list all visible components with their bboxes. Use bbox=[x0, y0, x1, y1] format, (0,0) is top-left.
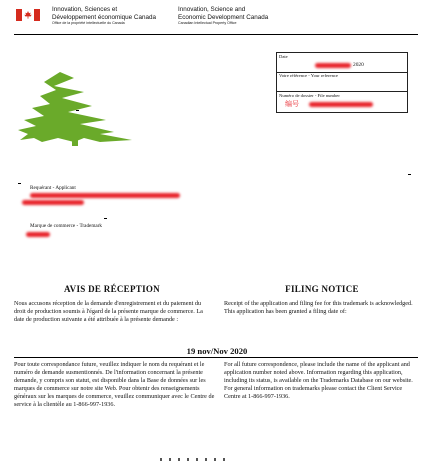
filing-date: 19 nov/Nov 2020 bbox=[186, 346, 248, 356]
en-title: FILING NOTICE bbox=[285, 284, 359, 294]
bottom-marks bbox=[160, 458, 232, 461]
header-fr-line2: Développement économique Canada bbox=[52, 13, 156, 21]
trademark-label: Marque de commerce - Trademark bbox=[30, 223, 103, 229]
header-en-line1: Innovation, Science and bbox=[178, 6, 246, 13]
canada-flag-icon bbox=[16, 8, 40, 20]
header-en-line2: Economic Development Canada bbox=[178, 13, 269, 21]
header-en-office: Canadian Intellectual Property Office bbox=[178, 21, 237, 26]
en-correspondence-paragraph: For all future correspondence, please include the name of the applicant and application number noted above. Information regarding this application, including its status, is available on the Trademarks Database on our website. For general information on trademarks please contact the Client Service Centre at 1-866-997-1936. bbox=[224, 361, 413, 401]
filing-date-rule bbox=[14, 357, 418, 358]
fr-correspondence-paragraph: Pour toute correspondance future, veuillez indiquer le nom du requérant et le numéro de demande susmentionnés. De l'information concernant la présente demande, y compris son statut, est disponible dans la Base de données sur les marques de commerce sur notre site Web. Pour obtenir des renseignements généraux sur les marques de commerce, veuillez communiquer avec le Centre de service à la clientèle au 1-866-997-1936. bbox=[14, 361, 215, 409]
fr-title: AVIS DE RÉCEPTION bbox=[64, 284, 160, 294]
header-en bbox=[178, 6, 308, 26]
file-number-redaction bbox=[309, 102, 373, 107]
trademark-redaction bbox=[26, 232, 50, 237]
en-acknowledgement-paragraph: Receipt of the application and filing fee for this trademark is acknowledged. This application has been granted a filing date of: bbox=[224, 300, 413, 316]
date-label: Date bbox=[279, 54, 288, 59]
header-fr bbox=[52, 6, 172, 26]
tree-logo bbox=[14, 68, 132, 148]
file-number-label: Numéro de dossier - File number bbox=[279, 93, 340, 98]
date-redaction bbox=[315, 63, 351, 68]
your-reference-label: Votre référence - Your reference bbox=[279, 73, 338, 78]
fr-acknowledgement-paragraph: Nous accusons réception de la demande d'enregistrement et du paiement du droit de production soumis à l'égard de la présente marque de commerce. La date de production suivante a été attribuée à la présente demande : bbox=[14, 300, 203, 324]
date-year: 2020 bbox=[353, 62, 364, 68]
applicant-redaction-1 bbox=[30, 193, 180, 198]
applicant-label: Requérant - Applicant bbox=[30, 185, 76, 191]
header-rule bbox=[14, 34, 418, 35]
header-fr-line1: Innovation, Sciences et bbox=[52, 6, 118, 13]
file-number-prefix: 编号 bbox=[285, 100, 299, 108]
reference-box bbox=[276, 52, 408, 113]
header-fr-office: Office de la propriété intellectuelle du Canada bbox=[52, 21, 125, 26]
applicant-redaction-2 bbox=[22, 200, 84, 205]
